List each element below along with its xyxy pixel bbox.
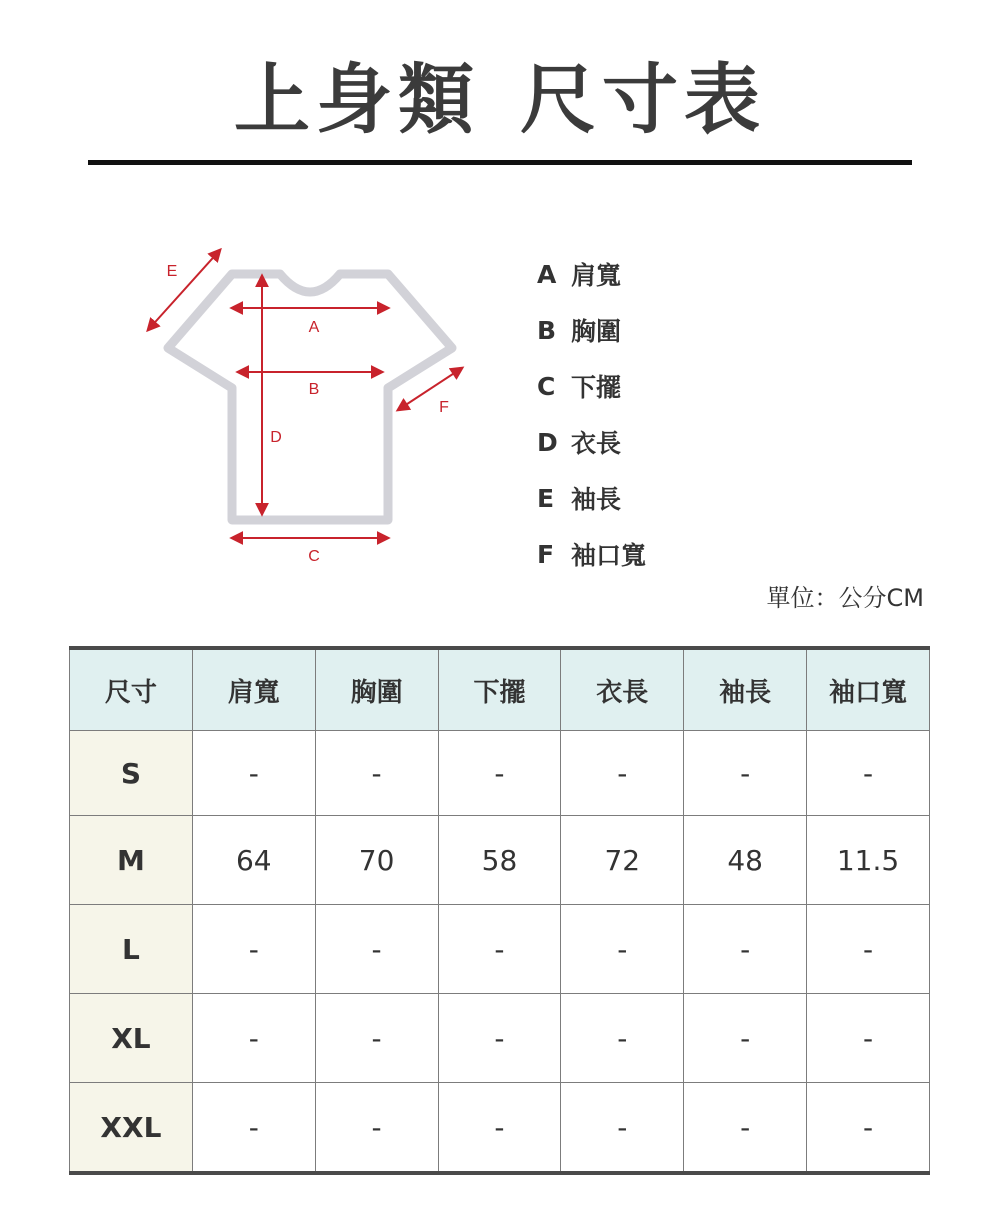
legend-name: 袖口寬 (571, 541, 647, 570)
table-cell: 64 (192, 816, 315, 905)
table-cell: - (561, 731, 684, 816)
legend-code: E (537, 483, 555, 513)
table-cell: 58 (438, 816, 561, 905)
unit-note: 單位：公分CM (766, 584, 924, 612)
table-cell: 48 (684, 816, 807, 905)
size-label-cell: M (70, 816, 193, 905)
size-label-cell: S (70, 731, 193, 816)
column-header: 肩寬 (192, 648, 315, 731)
size-label-cell: L (70, 905, 193, 994)
table-cell: - (192, 1083, 315, 1174)
legend-item-b (537, 302, 646, 358)
size-table (69, 646, 930, 1175)
table-cell: - (438, 994, 561, 1083)
table-cell: 70 (315, 816, 438, 905)
legend-item-e (537, 470, 646, 526)
column-header: 胸圍 (315, 648, 438, 731)
table-cell: - (315, 905, 438, 994)
table-cell: - (438, 731, 561, 816)
shirt-measurement-svg (130, 230, 490, 590)
legend-code: F (537, 539, 555, 569)
column-header: 衣長 (561, 648, 684, 731)
legend-code: C (537, 371, 556, 401)
measure-d-label: D (270, 429, 282, 446)
table-cell: - (192, 905, 315, 994)
table-cell: - (315, 731, 438, 816)
column-header: 尺寸 (70, 648, 193, 731)
size-label-cell: XL (70, 994, 193, 1083)
legend-name: 衣長 (571, 429, 622, 458)
measure-f-label: F (439, 399, 449, 416)
table-cell: - (438, 905, 561, 994)
column-header: 袖口寬 (807, 648, 930, 731)
legend-item-a (537, 246, 646, 302)
column-header: 袖長 (684, 648, 807, 731)
table-cell: 72 (561, 816, 684, 905)
table-header-row (70, 648, 930, 731)
legend-name: 下擺 (571, 373, 622, 402)
legend-code: D (537, 427, 558, 457)
page-title (0, 52, 1000, 148)
legend-item-d (537, 414, 646, 470)
table-cell: - (315, 1083, 438, 1174)
title-divider (88, 160, 912, 165)
measure-e-label: E (166, 263, 178, 280)
title-category: 上身類 (234, 55, 480, 144)
measure-c-label: C (308, 548, 320, 565)
table-cell: - (315, 994, 438, 1083)
column-header: 下擺 (438, 648, 561, 731)
table-cell: - (807, 994, 930, 1083)
table-cell: - (561, 905, 684, 994)
table-cell: - (684, 905, 807, 994)
size-label-cell: XXL (70, 1083, 193, 1174)
legend-name: 胸圍 (571, 317, 622, 346)
legend-code: B (537, 315, 557, 345)
table-row (70, 816, 930, 905)
table-cell: - (192, 731, 315, 816)
legend-code: A (537, 259, 557, 289)
measure-a-label: A (308, 319, 320, 336)
table-cell: - (684, 1083, 807, 1174)
title-size-chart: 尺寸表 (520, 55, 766, 144)
measurement-legend (537, 246, 646, 582)
table-row (70, 1083, 930, 1174)
table-cell: - (807, 905, 930, 994)
table-cell: - (561, 1083, 684, 1174)
legend-item-c (537, 358, 646, 414)
table-row (70, 905, 930, 994)
table-cell: - (807, 1083, 930, 1174)
legend-name: 袖長 (571, 485, 622, 514)
table-cell: - (684, 994, 807, 1083)
legend-name: 肩寬 (571, 261, 622, 290)
table-cell: - (684, 731, 807, 816)
measure-e-line (148, 250, 220, 330)
legend-item-f (537, 526, 646, 582)
table-row (70, 731, 930, 816)
table-cell: - (561, 994, 684, 1083)
shirt-diagram (130, 230, 490, 590)
table-cell: - (438, 1083, 561, 1174)
table-cell: - (192, 994, 315, 1083)
table-cell: - (807, 731, 930, 816)
table-cell: 11.5 (807, 816, 930, 905)
table-row (70, 994, 930, 1083)
measure-b-label: B (308, 381, 320, 398)
